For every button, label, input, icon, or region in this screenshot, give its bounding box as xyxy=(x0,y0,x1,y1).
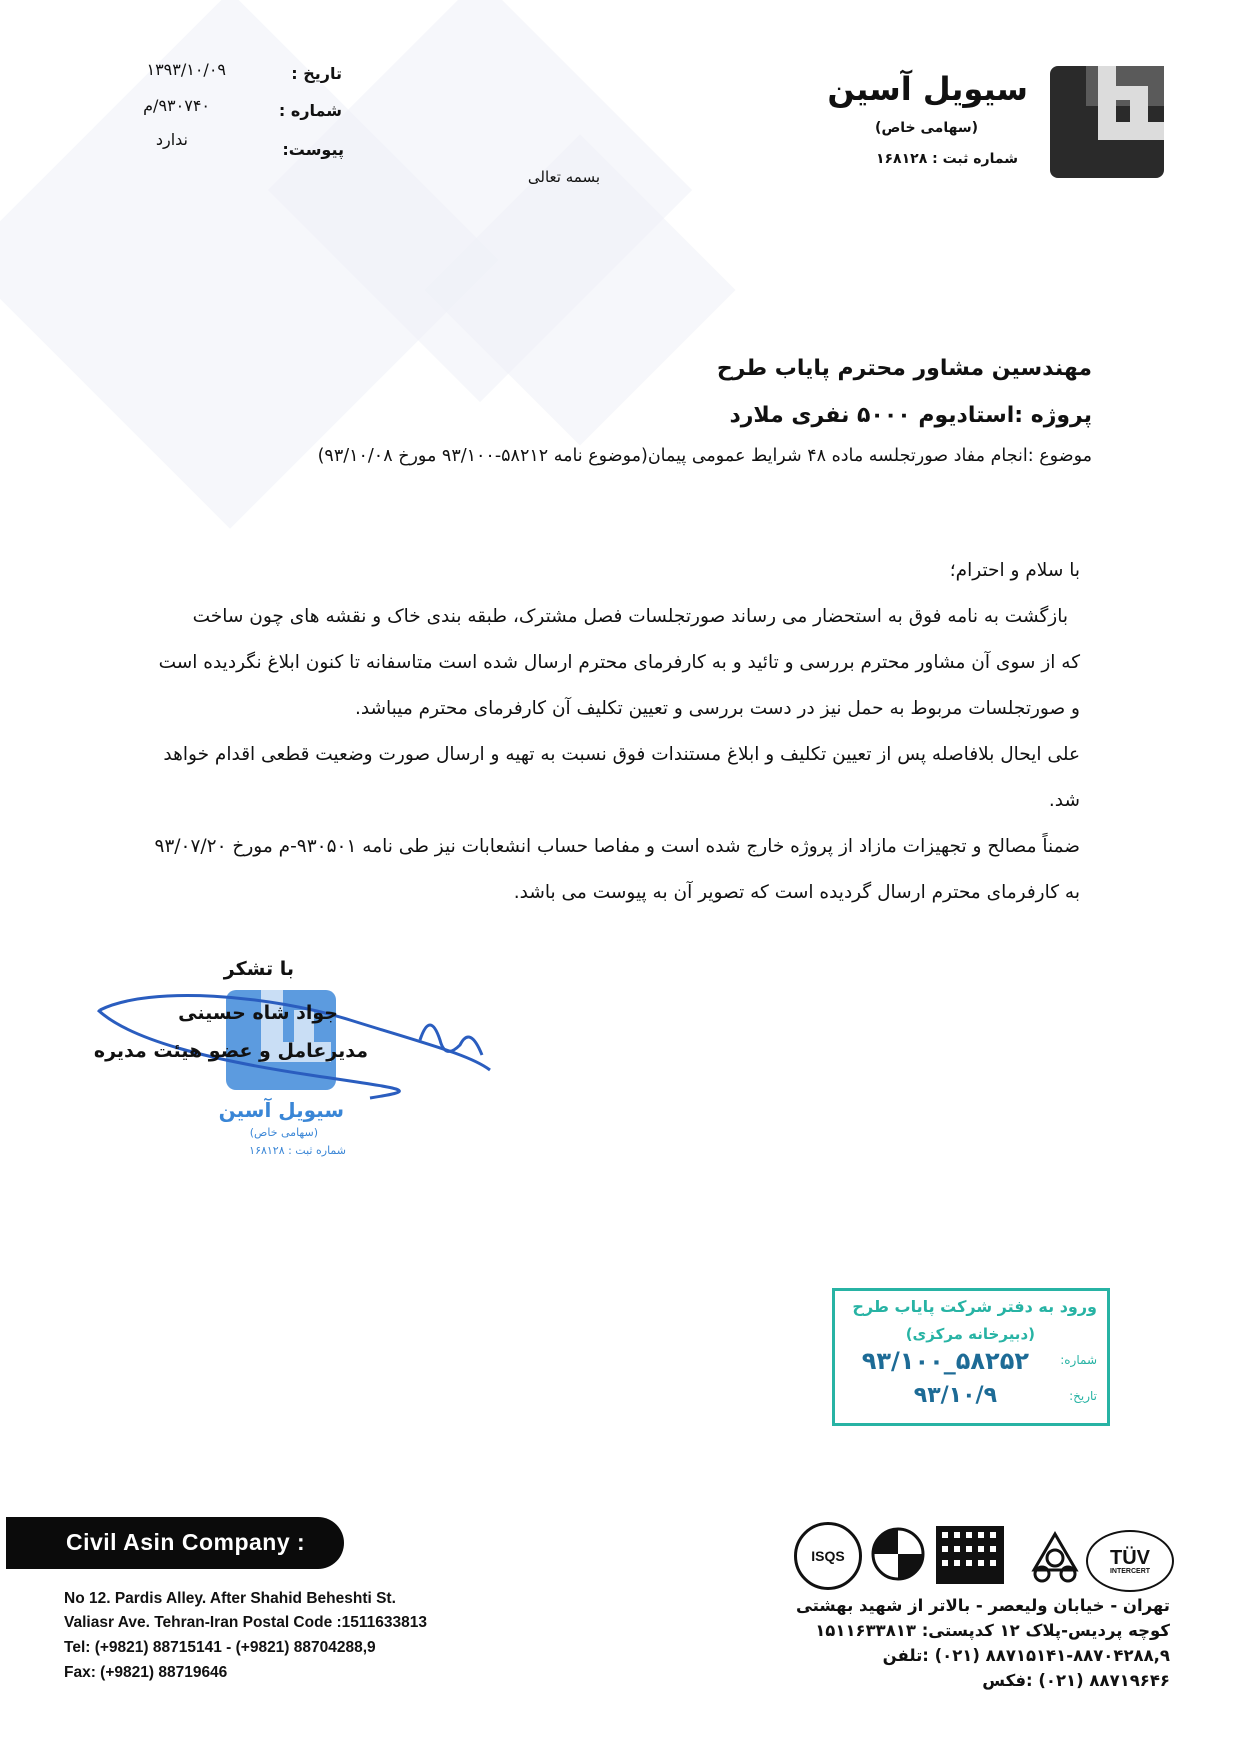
project-title: پروژه :استادیوم ۵۰۰۰ نفری ملارد xyxy=(729,403,1092,428)
company-logo xyxy=(1050,66,1164,178)
receipt-number-label: شماره: xyxy=(1060,1353,1097,1367)
footer-address-fa-2: کوچه پردیس-پلاک ۱۲ کدپستی: ۱۵۱۱۶۳۳۸۱۳ xyxy=(815,1621,1170,1640)
number-value: ۹۳۰۷۴۰/م xyxy=(143,96,210,115)
stamp-registration: شماره ثبت : ۱۶۸۱۲۸ xyxy=(249,1144,346,1157)
attachment-value: ندارد xyxy=(155,130,188,149)
body-line: و صورتجلسات مربوط به حمل نیز در دست بررسی و تعیین تکلیف آن کارفرمای محترم میباشد. xyxy=(354,698,1080,719)
receipt-number-value: ۵۸۲۵۲_۹۳/۱۰۰ xyxy=(861,1347,1029,1375)
footer-address-fa-1: تهران - خیابان ولیعصر - بالاتر از شهید بهشتی xyxy=(795,1596,1170,1615)
greeting: با سلام و احترام؛ xyxy=(949,560,1080,581)
footer-tel-fa: ۸۸۷۱۵۱۴۱-۸۸۷۰۴۲۸۸,۹ (۰۲۱) :تلفن xyxy=(882,1646,1170,1665)
triangle-cert-icon xyxy=(1030,1530,1080,1586)
receipt-stamp-title: ورود به دفتر شرکت پایاب طرح xyxy=(852,1297,1097,1316)
tuv-cert-logo: TÜV INTERCERT xyxy=(1086,1530,1174,1592)
receipt-date-label: تاریخ: xyxy=(1069,1389,1097,1403)
body-line: به کارفرمای محترم ارسال گردیده است که تصویر آن به پیوست می باشد. xyxy=(513,882,1080,903)
body-line: علی ایحال بلافاصله پس از تعیین تکلیف و ابلاغ مستندات فوق نسبت به تهیه و ارسال صورت وضعیت قطعی اقدام خواهد xyxy=(163,744,1080,765)
footer-fax-fa: ۸۸۷۱۹۶۴۶ (۰۲۱) :فکس xyxy=(982,1671,1170,1690)
quarter-circle-cert-icon xyxy=(870,1526,926,1582)
attachment-label: پیوست: xyxy=(282,140,344,159)
invocation: بسمه تعالی xyxy=(527,168,600,186)
number-label: شماره : xyxy=(278,101,342,120)
footer-fax-en: Fax: (+9821) 88719646 xyxy=(64,1664,228,1681)
receipt-stamp xyxy=(832,1288,1110,1426)
company-registration: شماره ثبت : ۱۶۸۱۲۸ xyxy=(875,151,1018,167)
body-line: بازگشت به نامه فوق به استحضار می رساند صورتجلسات فصل مشترک، طبقه بندی خاک و نقشه های چون ساخت xyxy=(192,606,1068,627)
signer-title: مدیرعامل و عضو هیئت مدیره xyxy=(93,1040,368,1062)
company-type: (سهامی خاص) xyxy=(875,120,978,136)
company-name: سیویل آسین xyxy=(827,70,1028,108)
date-value: ۱۳۹۳/۱۰/۰۹ xyxy=(146,60,226,79)
stamp-company-name: سیویل آسین xyxy=(218,1098,344,1122)
recipient: مهندسین مشاور محترم پایاب طرح xyxy=(716,356,1092,381)
subject-line: موضوع :انجام مفاد صورتجلسه ماده ۴۸ شرایط عمومی پیمان(موضوع نامه ۵۸۲۱۲-۹۳/۱۰۰ مورخ ۹۳/۱۰/۰۸) xyxy=(317,446,1092,466)
isqs-cert-logo: ISQS xyxy=(794,1522,862,1590)
body-line: ضمناً مصالح و تجهیزات مازاد از پروژه خارج شده است و مفاصا حساب انشعابات نیز طی نامه ۹۳۰۵۰۱-م مورخ ۹۳/۰۷/۲۰ xyxy=(154,836,1080,857)
signer-name: جواد شاه حسینی xyxy=(178,1002,338,1024)
building-cert-icon xyxy=(934,1524,1006,1586)
footer-address-en-1: No 12. Pardis Alley. After Shahid Beheshti St. xyxy=(64,1590,396,1607)
footer-company-pill xyxy=(6,1517,344,1569)
footer-address-en-2: Valiasr Ave. Tehran-Iran Postal Code :1511633813 xyxy=(64,1614,428,1631)
stamp-company-type: (سهامی خاص) xyxy=(249,1126,318,1139)
receipt-date-value: ۹۳/۱۰/۹ xyxy=(913,1383,997,1408)
body-line: که از سوی آن مشاور محترم بررسی و تائید و به کارفرمای محترم ارسال شده است متاسفانه تا کنون ابلاغ نگردیده است xyxy=(158,652,1080,673)
receipt-stamp-subtitle: (دبیرخانه مرکزی) xyxy=(905,1325,1035,1343)
footer-company-name: Civil Asin Company : xyxy=(66,1529,306,1555)
footer-tel-en: Tel: (+9821) 88715141 - (+9821) 88704288,9 xyxy=(64,1639,376,1656)
body-line: شد. xyxy=(1048,790,1080,811)
closing: با تشکر xyxy=(223,958,294,980)
date-label: تاریخ : xyxy=(291,64,342,83)
